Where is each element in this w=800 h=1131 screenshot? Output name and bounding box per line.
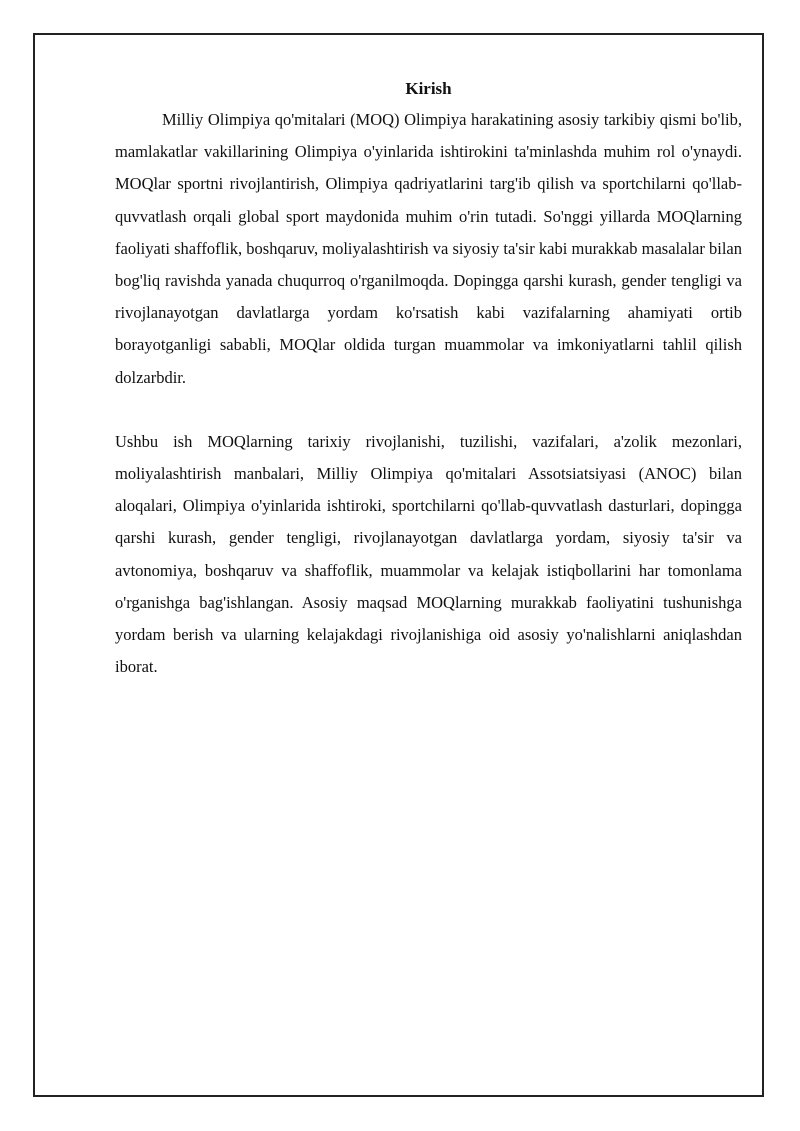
paragraph-introduction: Milliy Olimpiya qo'mitalari (MOQ) Olimpiya harakatining asosiy tarkibiy qismi bo'lib, mamlakatlar vakillarining Olimpiya o'yinlarida ishtirokini ta'minlashda muhim rol o'ynaydi. MOQlar sportni rivojlantirish, Olimpiya qadriyatlarini targ'ib qilish va sportchilarni qo'llab-quvvatlash orqali global sport maydonida muhim o'rin tutadi. So'nggi yillarda MOQlarning faoliyati shaffoflik, boshqaruv, moliyalashtirish va siyosiy ta'sir kabi murakkab masalalar bilan bog'liq ravishda yanada chuqurroq o'rganilmoqda. Dopingga qarshi kurash, gender tengligi va rivojlanayotgan davlatlarga yordam ko'rsatish kabi vazifalarning ahamiyati ortib borayotganligi sababli, MOQlar oldida turgan muammolar va imkoniyatlarni tahlil qilish dolzarbdir. — [115, 110, 742, 387]
document-body — [115, 74, 742, 683]
paragraph-scope: Ushbu ish MOQlarning tarixiy rivojlanishi, tuzilishi, vazifalari, a'zolik mezonlari, moliyalashtirish manbalari, Milliy Olimpiya qo'mitalari Assotsiatsiyasi (ANOC) bilan aloqalari, Olimpiya o'yinlarida ishtiroki, sportchilarni qo'llab-quvvatlash dasturlari, dopingga qarshi kurash, gender tengligi, rivojlanayotgan davlatlarga yordam, siyosiy ta'sir va avtonomiya, boshqaruv va shaffoflik, muammolar va kelajak istiqbollarini har tomonlama o'rganishga bag'ishlangan. Asosiy maqsad MOQlarning murakkab faoliyatini tushunishga yordam berish va ularning kelajakdagi rivojlanishiga oid asosiy yo'nalishlarni aniqlashdan iborat. — [115, 431, 742, 677]
document-title: Kirish — [405, 79, 452, 98]
